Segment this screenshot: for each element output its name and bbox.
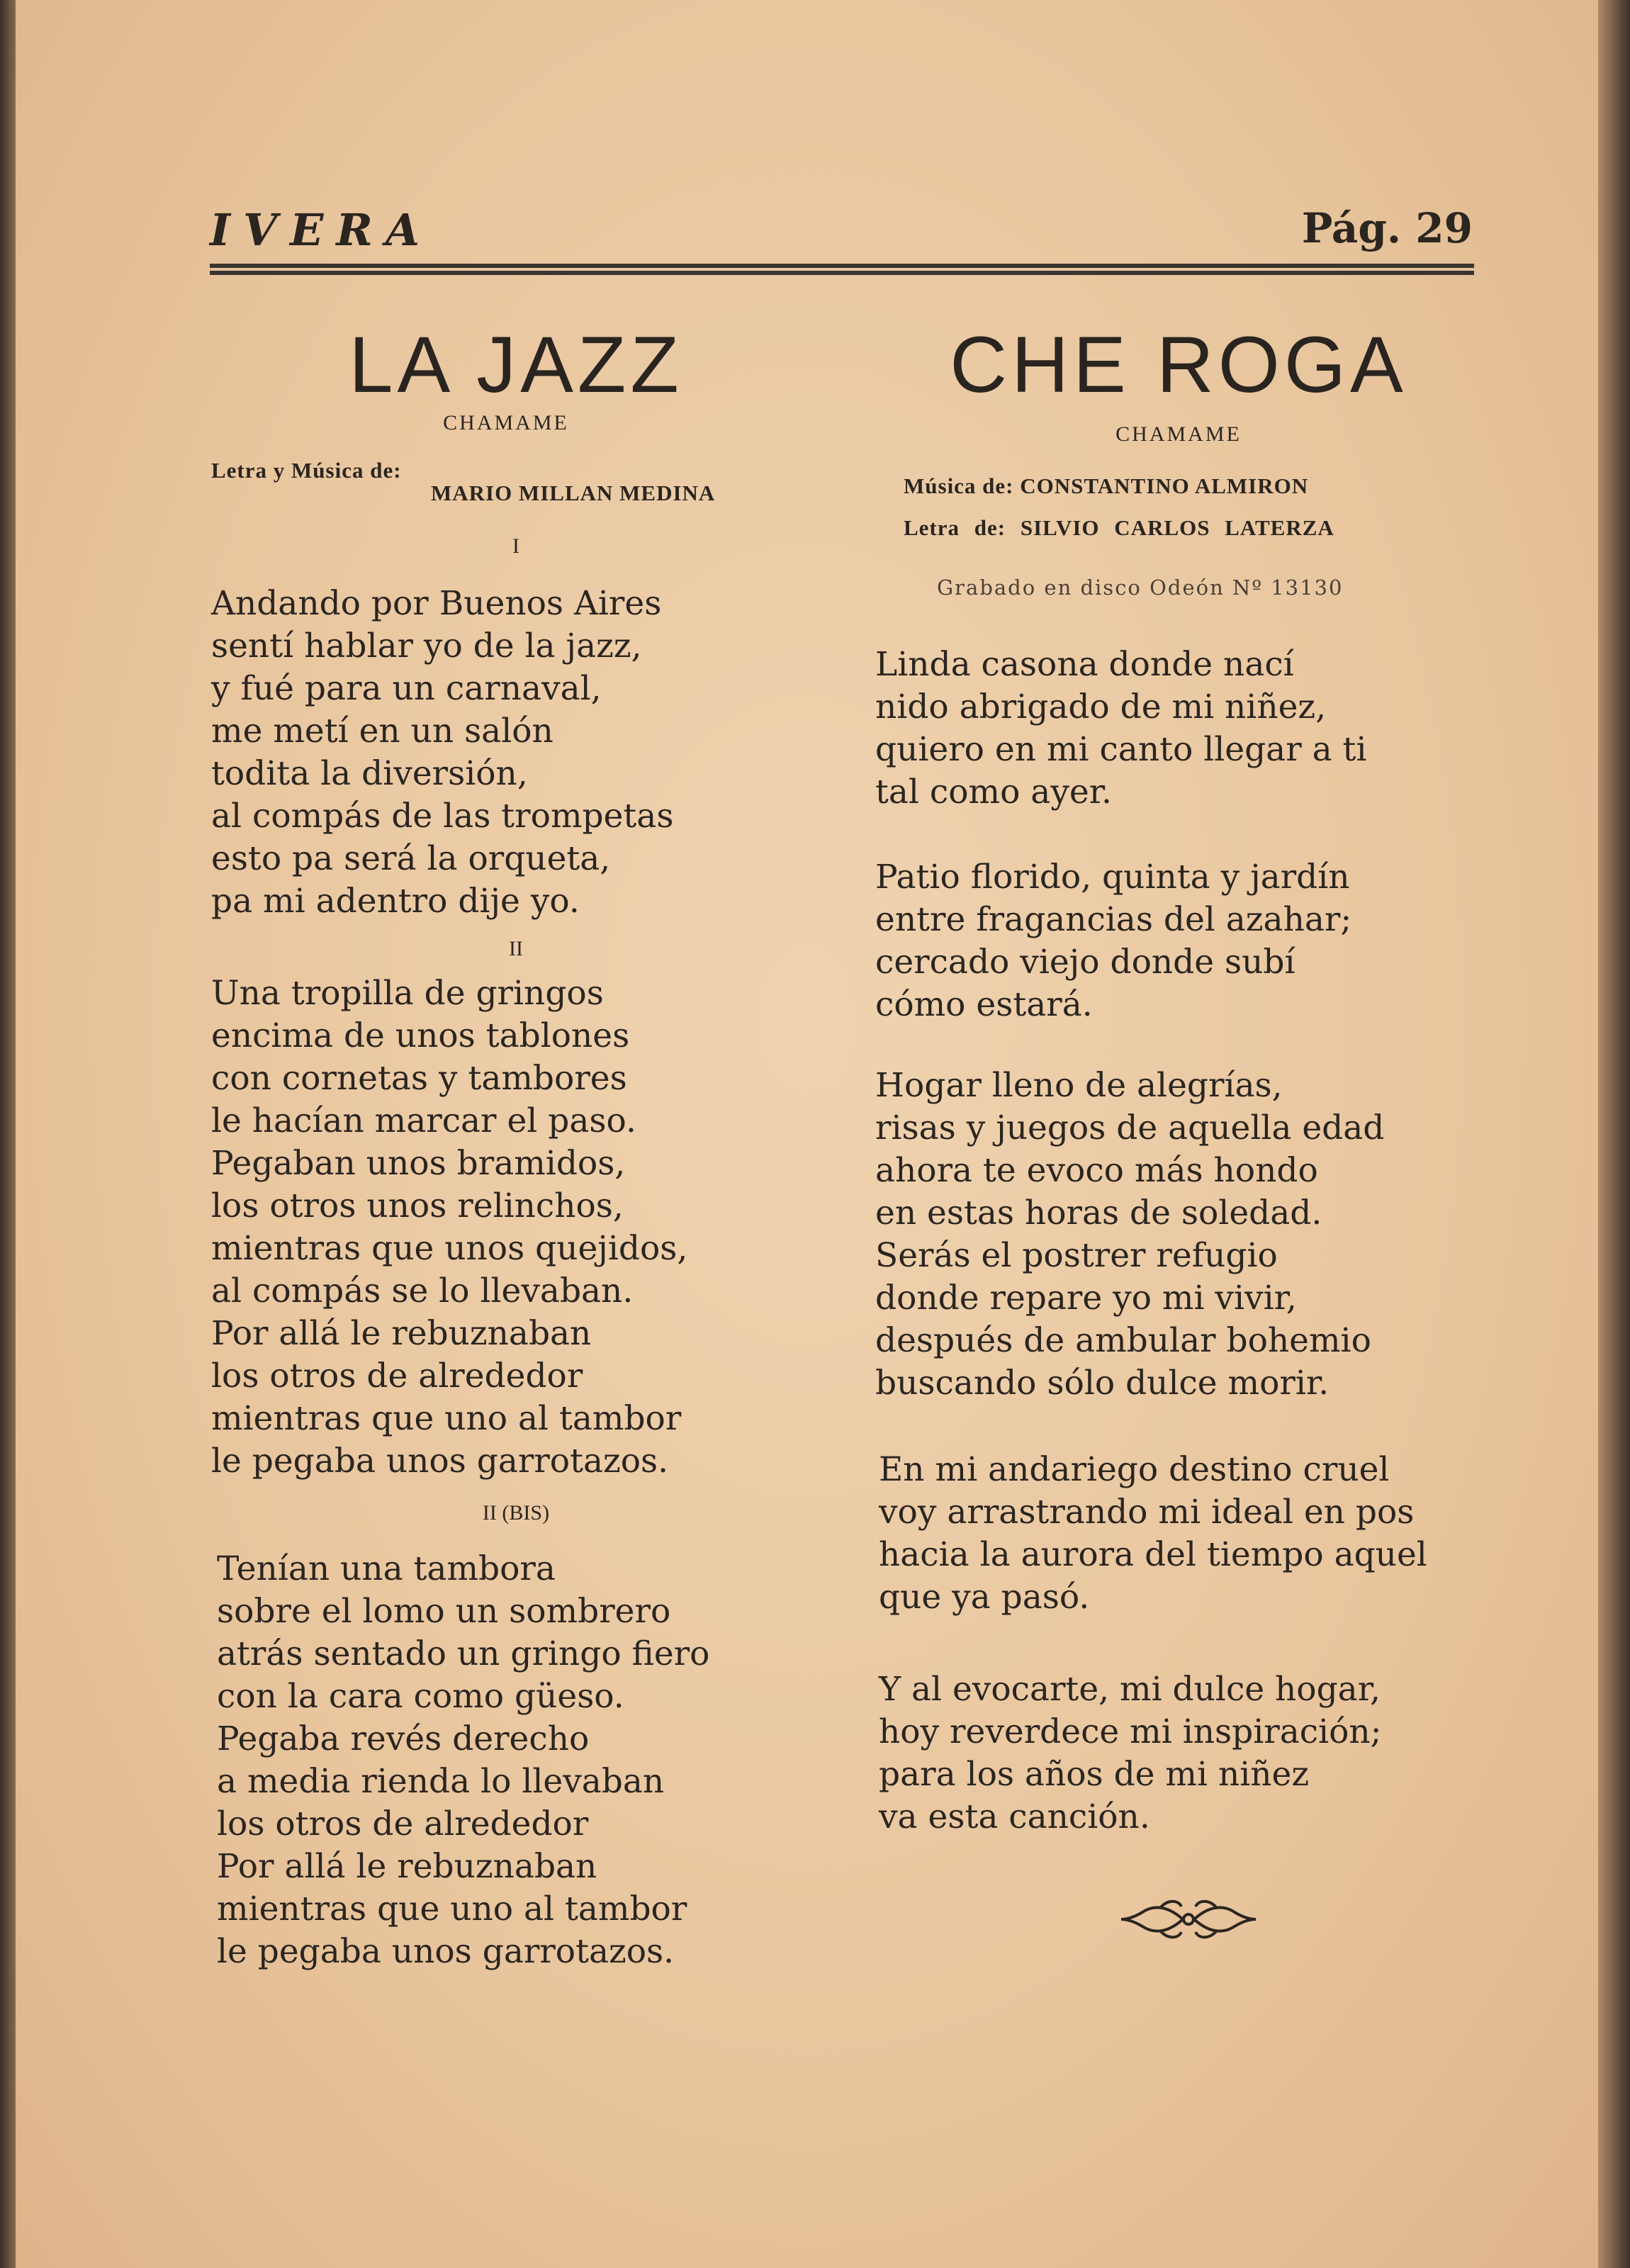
lyric-line: Y al evocarte, mi dulce hogar,: [879, 1670, 1381, 1709]
lyric-line: encima de unos tablones: [211, 1016, 630, 1055]
section-label: II (BIS): [482, 1501, 550, 1525]
lyric-line: ahora te evoco más hondo: [875, 1151, 1318, 1190]
genre-label: CHAMAME: [1115, 422, 1242, 446]
lyric-line: mientras que unos quejidos,: [211, 1229, 688, 1268]
lyric-line: Serás el postrer refugio: [875, 1236, 1278, 1275]
lyric-line: risas y juegos de aquella edad: [875, 1108, 1385, 1147]
lyric-line: Patio florido, quinta y jardín: [875, 858, 1350, 897]
section-label: II: [509, 937, 523, 960]
lyric-line: quiero en mi canto llegar a ti: [875, 730, 1367, 769]
stanza: [211, 972, 687, 1483]
lyric-line: le pegaba unos garrotazos.: [217, 1932, 675, 1971]
stanza: [875, 856, 1351, 1026]
lyric-line: buscando sólo dulce morir.: [875, 1364, 1330, 1403]
lyric-line: donde repare yo mi vivir,: [875, 1279, 1297, 1318]
stanza: [211, 583, 673, 923]
lyrics-credit: [904, 515, 1334, 541]
recording-info: Grabado en disco Odeón Nº 13130: [937, 576, 1344, 600]
lyric-line: Tenían una tambora: [217, 1549, 556, 1588]
lyric-line: que ya pasó.: [879, 1578, 1090, 1617]
ornament-icon: [1118, 1891, 1259, 1948]
lyric-line: los otros de alrededor: [211, 1357, 583, 1396]
lyric-line: Por allá le rebuznaban: [217, 1847, 597, 1886]
lyric-line: Pegaba revés derecho: [217, 1719, 590, 1758]
page-number: Pág. 29: [1301, 204, 1473, 252]
lyric-line: para los años de mi niñez: [879, 1755, 1310, 1794]
lyric-line: nido abrigado de mi niñez,: [875, 687, 1327, 726]
lyric-line: cercado viejo donde subí: [875, 943, 1295, 982]
page-edge-left: [0, 0, 16, 2268]
lyric-line: Por allá le rebuznaban: [211, 1314, 592, 1353]
music-credit: [904, 473, 1308, 499]
lyric-line: al compás de las trompetas: [211, 797, 674, 836]
lyric-line: en estas horas de soledad.: [875, 1194, 1322, 1233]
lyric-line: Hogar lleno de alegrías,: [875, 1066, 1283, 1105]
lyric-line: a media rienda lo llevaban: [217, 1762, 665, 1801]
credit-label: Letra y Música de:: [211, 458, 402, 483]
lyric-line: mientras que uno al tambor: [217, 1890, 687, 1929]
lyric-line: esto pa será la orqueta,: [211, 839, 611, 878]
lyric-line: atrás sentado un gringo fiero: [217, 1634, 710, 1673]
section-label: I: [512, 534, 519, 558]
lyric-line: hacia la aurora del tiempo aquel: [879, 1535, 1427, 1574]
music-author: CONSTANTINO ALMIRON: [1020, 473, 1309, 498]
lyrics-author: SILVIO CARLOS LATERZA: [1020, 515, 1334, 540]
stanza: [879, 1668, 1381, 1838]
lyric-line: Linda casona donde nací: [875, 645, 1294, 684]
song-title-la-jazz: LA JAZZ: [349, 320, 683, 409]
lyric-line: Pegaban unos bramidos,: [211, 1144, 626, 1183]
lyric-line: después de ambular bohemio: [875, 1321, 1371, 1360]
stanza: [879, 1449, 1427, 1619]
lyric-line: pa mi adentro dije yo.: [211, 882, 580, 921]
lyric-line: tal como ayer.: [875, 773, 1112, 812]
lyric-line: En mi andariego destino cruel: [879, 1450, 1390, 1489]
lyric-line: con la cara como güeso.: [217, 1677, 624, 1716]
lyric-line: sentí hablar yo de la jazz,: [211, 627, 642, 666]
header-rule-top: [210, 264, 1474, 268]
stanza: [875, 1065, 1384, 1405]
lyric-line: al compás se lo llevaban.: [211, 1271, 634, 1310]
lyric-line: hoy reverdece mi inspiración;: [879, 1712, 1382, 1751]
page-edge-right: [1598, 0, 1630, 2268]
lyric-line: sobre el lomo un sombrero: [217, 1592, 671, 1631]
lyric-line: todita la diversión,: [211, 754, 528, 793]
lyric-line: con cornetas y tambores: [211, 1059, 627, 1098]
lyric-line: voy arrastrando mi ideal en pos: [879, 1493, 1415, 1532]
lyric-line: Una tropilla de gringos: [211, 974, 604, 1013]
lyric-line: los otros unos relinchos,: [211, 1186, 624, 1225]
lyrics-label: Letra de:: [904, 515, 1006, 540]
lyric-line: me metí en un salón: [211, 712, 553, 751]
author-name: MARIO MILLAN MEDINA: [431, 481, 716, 505]
magazine-name: IVERA: [210, 204, 432, 256]
header-rule-bottom: [210, 271, 1474, 275]
lyric-line: los otros de alrededor: [217, 1804, 589, 1843]
music-label: Música de:: [904, 473, 1014, 498]
lyric-line: va esta canción.: [879, 1797, 1150, 1836]
lyric-line: mientras que uno al tambor: [211, 1399, 682, 1438]
stanza: [875, 644, 1366, 814]
lyric-line: le hacían marcar el paso.: [211, 1101, 636, 1140]
lyric-line: le pegaba unos garrotazos.: [211, 1442, 669, 1481]
lyric-line: Andando por Buenos Aires: [211, 584, 662, 623]
lyric-line: cómo estará.: [875, 985, 1093, 1024]
song-title-che-roga: CHE ROGA: [950, 320, 1407, 409]
lyric-line: y fué para un carnaval,: [211, 669, 602, 708]
lyric-line: entre fragancias del azahar;: [875, 900, 1352, 939]
genre-label: CHAMAME: [443, 411, 569, 434]
stanza: [217, 1548, 709, 1973]
